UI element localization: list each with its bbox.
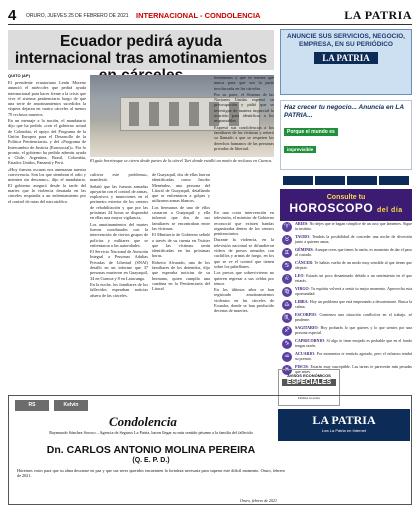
horoscope-item <box>282 326 412 336</box>
sponsor-logo <box>379 176 409 185</box>
zodiac-icon: ♈ <box>282 222 292 232</box>
sign-name: SAGITARIO <box>295 325 318 330</box>
zodiac-icon: ♏ <box>282 313 292 323</box>
horoscope-item <box>282 352 412 362</box>
bottom-ad-logo: LA PATRIA <box>312 413 376 427</box>
sign-text: Si algo te tiene enojado es probable que en el fondo tengas razón. <box>295 338 412 348</box>
paragraph: Por su parte, el Sistema de las Naciones Unidas expresó su preocupación y pidió que se investigue de manera imparcial lo ocurrido para identificar a los responsables. <box>214 91 274 124</box>
ad-logo: LA PATRIA <box>314 52 377 64</box>
zodiac-icon: ♌ <box>282 274 292 284</box>
box-note: Dedica tu aviso <box>298 396 320 400</box>
sign-name: ESCORPIO <box>295 312 316 317</box>
paragraph: Los presos que sobrevivieron no quieren regresar a sus celdas por temor. <box>214 270 274 286</box>
article-column-4 <box>214 75 274 205</box>
sign-name: TAURO <box>295 234 310 239</box>
condolence-intro: Raymundo Sánchez Soruco – Agencia de Seguros La Patria, hacen llegar su más sentido pésame a la familia del fallecido <box>49 430 253 435</box>
sign-text: Por momentos te sentirás agotado, pero el esfuerzo tendrá su premio. <box>295 351 412 361</box>
horoscope-text: VIRGO: Tu espíritu volverá a sentir tu mejor momento. Aprovecha esta oportunidad. <box>295 286 412 296</box>
horoscope-item <box>282 261 412 271</box>
condolence-logo: RS <box>15 400 49 411</box>
ad-title: Haz crecer tu negocio... Anuncia en LA PATRIA... <box>284 104 404 119</box>
condolence-date: Oruro, febrero de 2021 <box>239 498 277 503</box>
paragraph: cultivar este problema», manifestó. <box>90 172 148 183</box>
horoscope-text: ARIES: No dejes que te hagan cómplice de un acto que lamentes. Sigue tu instinto. <box>295 221 412 231</box>
article-column-3 <box>152 172 210 392</box>
bottom-ad[interactable] <box>278 409 410 441</box>
paragraph: de Guayaquil, dos de ellas fueron identificadas como Jacobo Menéndez, una persona del Litoral de Guayaquil, detallando que se enfrentaron a golpes y utilizaron armas blancas. <box>152 172 210 204</box>
sign-name: PISCIS <box>295 364 308 369</box>
sponsor-logo <box>347 176 377 185</box>
page-header <box>8 7 412 25</box>
bottom-ad-text: Lea La Patria en Internet <box>321 428 367 433</box>
paragraph: Expresó sus condolencias a los familiares de las víctimas y reiteró su llamado a que se respeten los derechos humanos de las personas privadas de libertad. <box>214 124 274 151</box>
zodiac-icon: ♒ <box>282 352 292 362</box>
article-column-5 <box>214 210 274 390</box>
horoscope-item <box>282 287 412 297</box>
paragraph: En la noche, los familiares de los fallecidos esperaban noticias afuera de las cárceles. <box>90 281 148 298</box>
horoscope-text: LIBRA: Hoy un problema que está empezando a desorientarte. Busca la calma. <box>295 299 412 309</box>
ad-text: ANUNCIE SUS SERVICIOS, NEGOCIO, EMPRESA, EN SU PERIÓDICO <box>287 33 405 48</box>
sign-text: Te habías vuelto de un modo muy sensible al que tienes que alejarte. <box>295 260 412 270</box>
sign-name: LIBRA <box>295 299 308 304</box>
box-title: AVISOS ECONÓMICOS <box>287 373 331 378</box>
zodiac-icon: ♑ <box>282 339 292 349</box>
sign-text: Aunque creas que tienes la razón, es momento de dar el paso al costado. <box>295 247 413 257</box>
zodiac-icon: ♊ <box>282 248 292 258</box>
sign-text: Tendrás la posibilidad de conceder una noche de diversión junto a quienes amas. <box>295 234 412 244</box>
horoscope-day: del día <box>377 207 403 214</box>
paragraph: Roberto Alvarado, uno de los familiares de los detenidos, dijo que esperaba noticias de su hermano, quien cumplía una condena en la Penitenciaría del Litoral. <box>152 259 210 292</box>
horoscope-list <box>282 222 412 378</box>
zodiac-icon: ♋ <box>282 261 292 271</box>
zodiac-icon: ♓ <box>282 365 292 375</box>
condolence-text: Hacemos votos para que su alma descanse en paz y que sus seres queridos encuentren la fortaleza necesaria para superar este difícil momento. Oruro, febrero de 2021. <box>17 468 285 479</box>
sign-text: Estarás un poco desanimado debido a un sentimiento en el que estarás. <box>295 273 412 283</box>
sign-name: ACUARIO <box>295 351 315 356</box>
sign-text: Comienza una situación conflictiva en el trabajo, sé prudente. <box>295 312 412 322</box>
article-column-1 <box>8 80 86 390</box>
ad-subtitle-2: imprevisible <box>284 146 316 153</box>
box-banner: ESPECIALES <box>282 379 336 386</box>
paragraph: El Servicio Nacional de Atención Integral a Personas Adultas Privadas de Libertad (SNAI) detalló en un informe que 37 personas murieron en Guayaquil, 34 en Cuenca y 8 en Latacunga. <box>90 249 148 281</box>
paragraph: Durante la violencia, en la televisión nacional se difundieron videos de presos armados con cuchillos y armas de fuego, en los que se ve el control que tienen sobre los pabellones. <box>214 237 274 269</box>
horoscope-item <box>282 248 412 258</box>
horoscope-item <box>282 222 412 232</box>
horoscope-text: CÁNCER: Te habías vuelto de un modo muy sensible al que tienes que alejarte. <box>295 260 412 270</box>
sign-name: ARIES <box>295 221 308 226</box>
zodiac-icon: ♐ <box>282 326 292 336</box>
sign-name: CAPRICORNIO <box>295 338 325 343</box>
horoscope-text: PISCIS: Estarás muy susceptible. Las tareas te parecerán más pesadas que antes. <box>295 364 412 374</box>
horoscope-text: GÉMINIS: Aunque creas que tienes la razón, es momento de dar el paso al costado. <box>295 247 413 257</box>
sign-name: GÉMINIS <box>295 247 313 252</box>
horoscope-text: LEO: Estarás un poco desanimado debido a un sentimiento en el que estarás. <box>295 273 412 283</box>
zodiac-icon: ♎ <box>282 300 292 310</box>
masthead-logo[interactable]: LA PATRIA <box>344 8 412 22</box>
horoscope-text: TAURO: Tendrás la posibilidad de conceder una noche de diversión junto a quienes amas. <box>295 234 412 244</box>
issue-date: ORURO, JUEVES 25 DE FEBRERO DE 2021 <box>26 12 129 19</box>
deceased-name: Dn. CARLOS ANTONIO MOLINA PEREIRA <box>46 444 256 456</box>
zodiac-icon: ♍ <box>282 287 292 297</box>
grow-business-ad[interactable] <box>280 100 412 170</box>
sign-text: Hoy probarás lo que quieres y lo que sientes por una persona especial. <box>295 325 412 335</box>
advertise-ad[interactable] <box>280 29 412 95</box>
paragraph: Señaló que las fuerzas armadas apoyarán con el control de armas, explosivos y municiones en el perímetro exterior de los centros de rehabilitación y que por las próximas 24 horas se dispondrá en ellas una mayor vigilancia. <box>90 183 148 221</box>
paragraph: El Ministerio de Gobierno señaló a través de su cuenta en Twitter que las víctimas serán identificadas en las próximas horas. <box>152 232 210 259</box>
horoscope-item <box>282 300 412 310</box>
page-number: 4 <box>8 7 17 24</box>
sign-text: Estarás muy susceptible. Las tareas te parecerán más pesadas que antes. <box>295 364 412 374</box>
paragraph: fenómenos y que es menos que nunca para que sea la parte involucrada en las cárceles. <box>214 75 274 91</box>
sponsor-logo <box>315 176 345 185</box>
horoscope-banner <box>280 189 412 221</box>
paragraph: En un mensaje a la nación, el mandatario dijo que ha pedido «con el gobierno actual de Colombia, el apoyo del Programa de la Unión Europea para el Desarrollo de la Política Penitenciaria» y del «Programa de Intercambio de Justicia (Eurosocial)». Por lo pronto, el gobierno ha pedido además ayuda a Chile, Argentina, Brasil, Colombia, Estados Unidos, Panamá y Perú. <box>8 118 86 166</box>
horoscope-text: ACUARIO: Por momentos te sentirás agotado, pero el esfuerzo tendrá su premio. <box>295 351 412 361</box>
sign-text: Hoy un problema que está empezando a desorientarte. Busca la calma. <box>295 299 412 309</box>
article-column-2 <box>90 172 148 392</box>
horoscope-item <box>282 313 412 323</box>
byline: QUITO (AP) <box>8 73 30 78</box>
qepd: (Q. E. P. D.) <box>132 457 170 464</box>
horoscope-text: CAPRICORNIO: Si algo te tiene enojado es probable que en el fondo tengas razón. <box>295 338 412 348</box>
sign-text: No dejes que te hagan cómplice de un acto que lamentes. Sigue tu instinto. <box>295 221 412 231</box>
section-title: INTERNACIONAL - CONDOLENCIA <box>136 11 261 20</box>
paragraph: Los hermanos de uno de ellos cruzaron a Guayaquil y ella informó que dos de sus familiares se encontraban entre las víctimas. <box>152 204 210 231</box>
horoscope-item <box>282 339 412 349</box>
paragraph: En los últimos años se han registrado amotinamientos violentos en las cárceles de Ecuador, donde se han producido decenas de muertes. <box>214 287 274 314</box>
sponsor-logo <box>283 176 313 185</box>
paragraph: El presidente ecuatoriano Lenín Moreno anunció el miércoles que pedirá ayuda internacional para hacer frente a la crisis que vive el sistema penitenciario luego de que una serie de amotinamientos sucedidos la víspera dejaran en cuatro cárceles al menos 79 reclusos muertos. <box>8 80 86 117</box>
horoscope-text: ESCORPIO: Comienza una situación conflictiva en el trabajo, sé prudente. <box>295 312 412 322</box>
photo-caption: El guía borrinoque se cierra desde partes de la cárcel Turi donde estalló un motín de reclusos en Cuenca. <box>90 158 273 163</box>
paragraph: Los amotinamientos del martes fueron coordinados con la intervención de ciertos grupos de policías y militares que se enfrentaron a las autoridades. <box>90 221 148 248</box>
horoscope-item <box>282 235 412 245</box>
sign-name: VIRGO <box>295 286 309 291</box>
condolence-title: Condolencia <box>109 414 177 429</box>
sponsor-logos <box>283 176 409 185</box>
article-title: Ecuador pedirá ayuda internacional tras amotinamientos <box>14 33 268 67</box>
paragraph: En una corta intervención en televisión, el ministro de Gobierno reconoció que existen bandas organizadas dentro de los centros penitenciarios. <box>214 210 274 237</box>
sign-name: CÁNCER <box>295 260 313 265</box>
headline-banner <box>8 30 274 70</box>
horoscope-text: SAGITARIO: Hoy probarás lo que quieres y lo que sientes por una persona especial. <box>295 325 412 335</box>
horoscope-top: Consulte tu <box>326 194 366 201</box>
sign-name: LEO <box>295 273 304 278</box>
horoscope-title: HOROSCOPO <box>289 201 374 215</box>
horoscope-item <box>282 274 412 284</box>
condolence-logo: Kelvin <box>54 400 88 411</box>
zodiac-icon: ♉ <box>282 235 292 245</box>
ad-subtitle: Porque el mundo es <box>284 128 338 136</box>
paragraph: «Hoy fuerzas oscuras nos amenazan nuestra convivencia. Son los que siembran el odio y mienten sin descanso», dijo el mandatario. El gobierno aseguró desde la tarde del martes que la violencia desatada en las cárceles respondía a un enfrentamiento por el control de rutas del narcotráfico. <box>8 166 86 204</box>
sign-text: Tu espíritu volverá a sentir tu mejor momento. Aprovecha esta oportunidad. <box>295 286 412 296</box>
